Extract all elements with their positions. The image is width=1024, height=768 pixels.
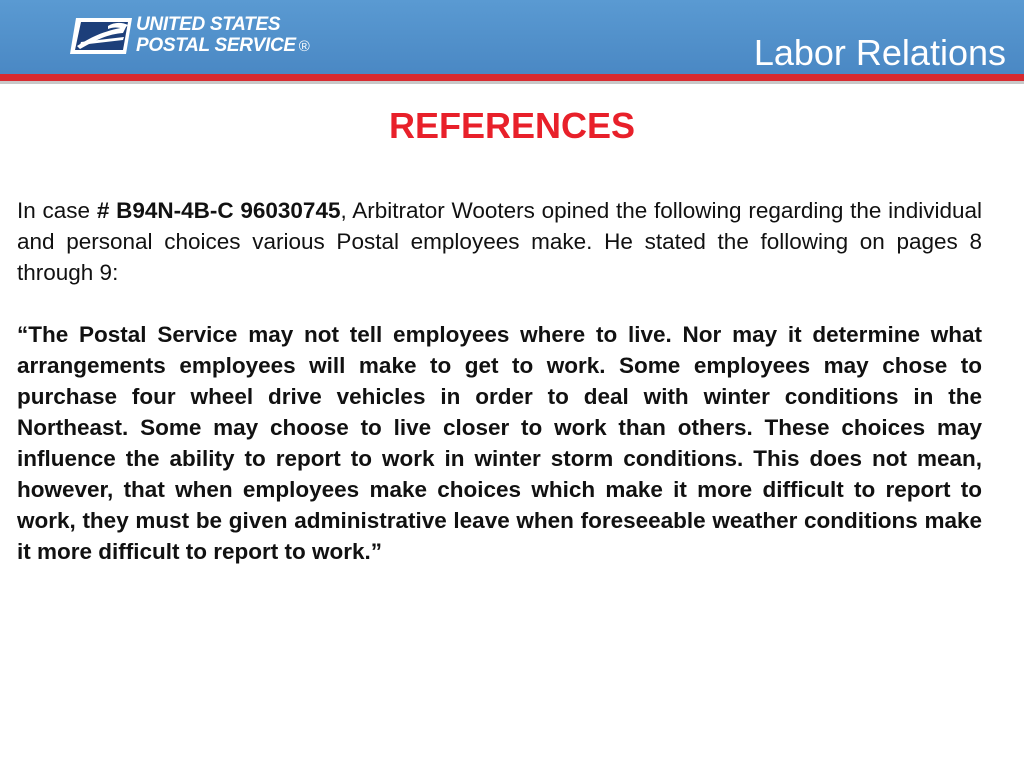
registered-mark: ®: [298, 38, 310, 55]
header-bar: [0, 0, 1024, 74]
arbitrator-quote: “The Postal Service may not tell employees where to live. Nor may it determine what arrangements employees will make to get to work. Some employees may chose to purchase four wheel drive vehicles in order to deal with winter conditions in the Northeast. Some may choose to live closer to work than others. These choices may influence the ability to report to work in winter storm conditions. This does not mean, however, that when employees make choices which make it more difficult to report to work, they must be given administrative leave when foreseeable weather conditions make it more difficult to report to work.”: [17, 322, 982, 564]
body-content: [17, 195, 982, 567]
intro-paragraph: [17, 195, 982, 288]
header-grey-rule: [0, 81, 1024, 84]
logo-line-2: POSTAL SERVICE: [136, 35, 296, 56]
usps-eagle-icon: [68, 16, 134, 56]
usps-wordmark: [136, 14, 318, 57]
logo-line-1: UNITED STATES: [136, 14, 281, 35]
usps-logo: [68, 14, 318, 58]
case-number: # B94N-4B-C 96030745: [96, 198, 341, 223]
intro-text: , Arbitrator Wooters opined the following regarding the individual and personal choices various Postal employees make. He stated the following on pages 8 through 9:: [17, 198, 982, 285]
section-title: Labor Relations: [753, 32, 1006, 73]
page-title: REFERENCES: [388, 105, 636, 146]
intro-prefix: In case: [17, 198, 97, 223]
header-red-rule: [0, 74, 1024, 81]
paragraph-spacer: [17, 288, 982, 319]
